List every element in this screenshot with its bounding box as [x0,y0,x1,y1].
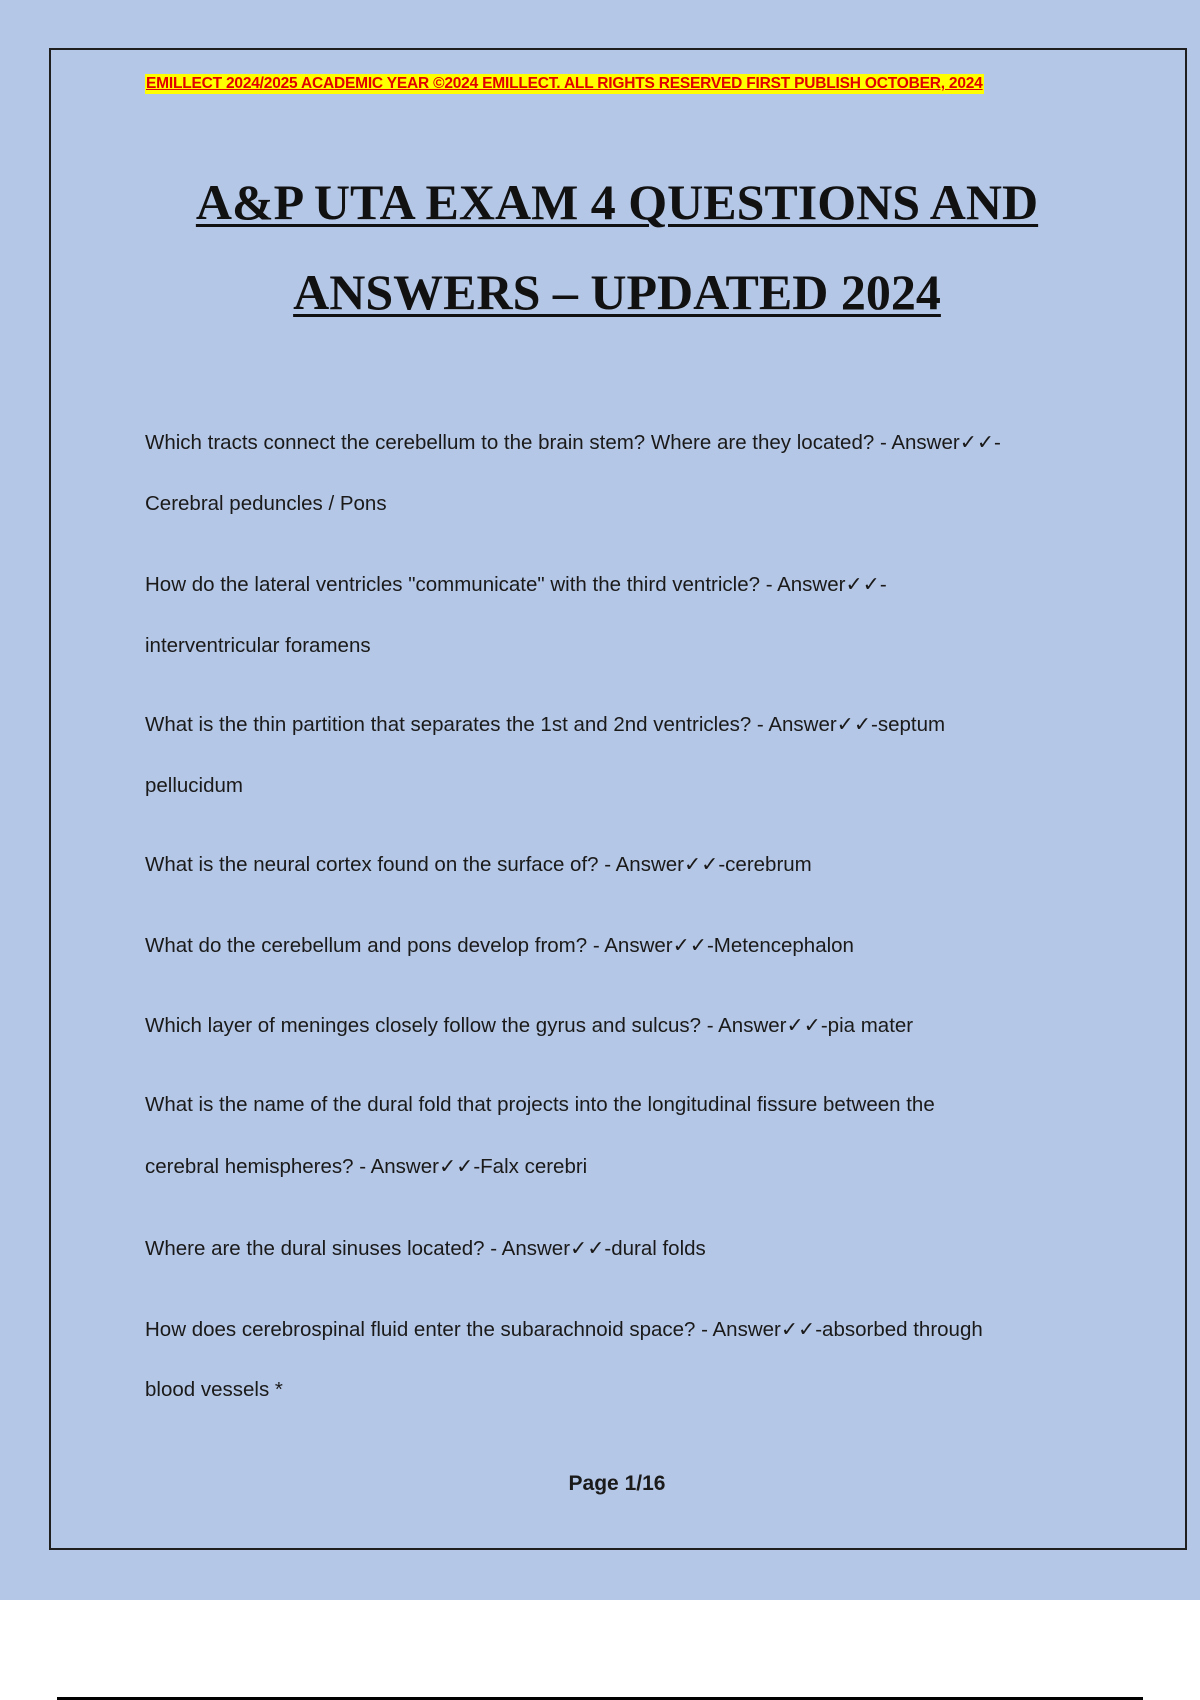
document-title-line-2: ANSWERS – UPDATED 2024 [293,264,941,320]
qa-line: Which tracts connect the cerebellum to the brain stem? Where are they located? - Answer✓✓- [145,431,1001,454]
qa-line: Cerebral peduncles / Pons [145,492,387,515]
qa-line: blood vessels * [145,1378,283,1401]
copyright-banner: EMILLECT 2024/2025 ACADEMIC YEAR ©2024 EMILLECT. ALL RIGHTS RESERVED FIRST PUBLISH OCTOBER, 2024 [146,75,983,92]
qa-line: Where are the dural sinuses located? - Answer✓✓-dural folds [145,1237,706,1260]
qa-line: How does cerebrospinal fluid enter the subarachnoid space? - Answer✓✓-absorbed through [145,1318,983,1341]
qa-line: How do the lateral ventricles "communicate" with the third ventricle? - Answer✓✓- [145,573,887,596]
qa-line: interventricular foramens [145,634,371,657]
qa-line: What do the cerebellum and pons develop from? - Answer✓✓-Metencephalon [145,934,854,957]
qa-line: What is the neural cortex found on the surface of? - Answer✓✓-cerebrum [145,853,812,876]
qa-line: pellucidum [145,774,243,797]
qa-line: Which layer of meninges closely follow the gyrus and sulcus? - Answer✓✓-pia mater [145,1014,914,1037]
qa-line: What is the name of the dural fold that projects into the longitudinal fissure between the [145,1093,935,1116]
qa-line: cerebral hemispheres? - Answer✓✓-Falx cerebri [145,1155,588,1178]
document-title-line-1: A&P UTA EXAM 4 QUESTIONS AND [195,174,1039,230]
qa-line: What is the thin partition that separates the 1st and 2nd ventricles? - Answer✓✓-septum [145,713,946,736]
page-number: Page 1/16 [568,1472,666,1495]
